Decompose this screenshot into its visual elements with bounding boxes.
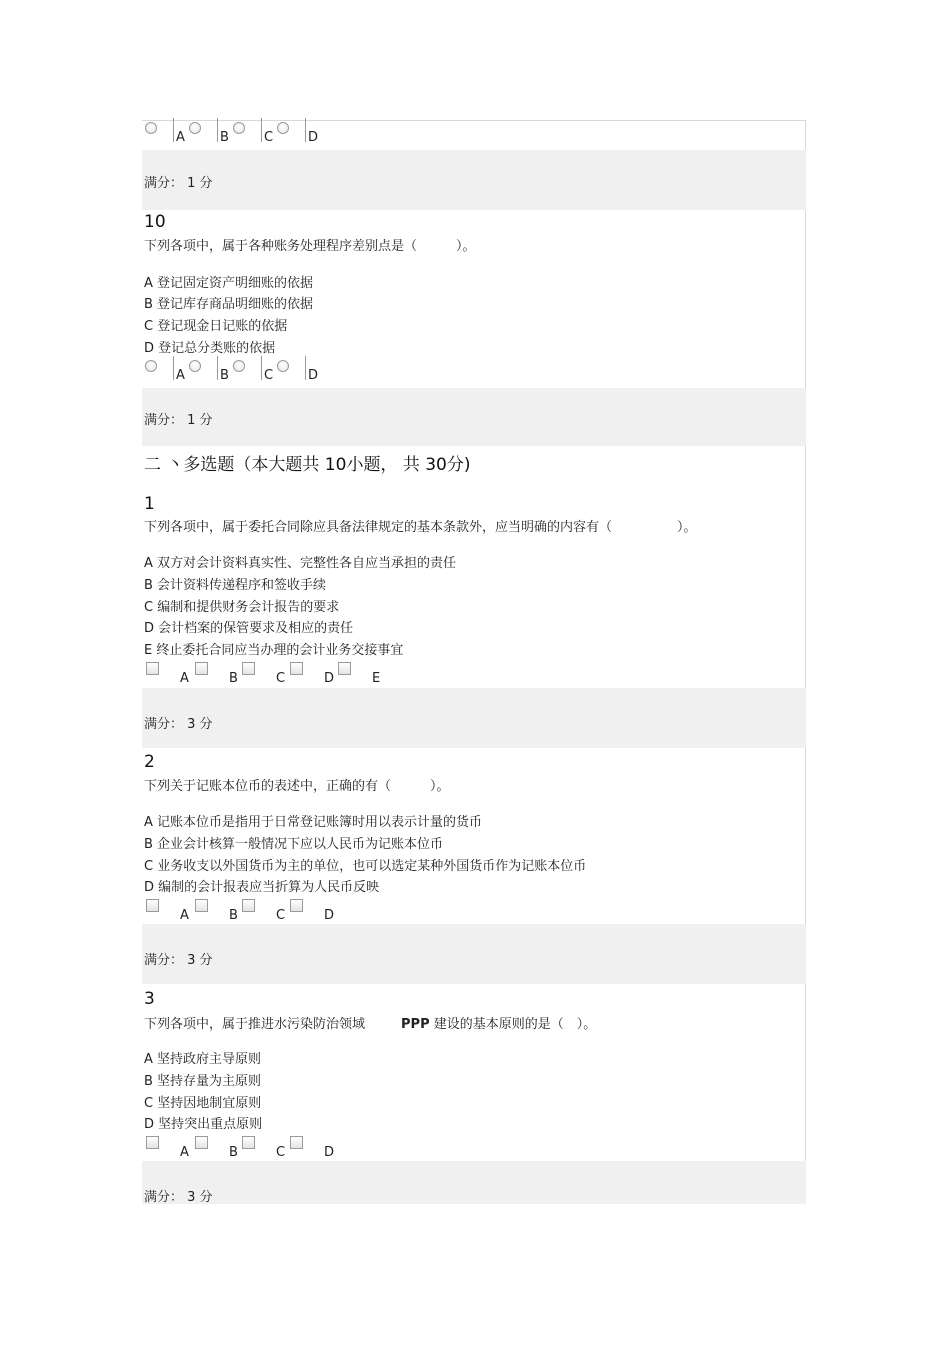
m1-option-d: D 会计档案的保管要求及相应的责任 [144, 621, 354, 636]
q10-option-a: A 登记固定资产明细账的依据 [144, 276, 314, 291]
m3-checkbox-blank[interactable] [146, 1136, 159, 1149]
m3-option-d: D 坚持突出重点原则 [144, 1117, 263, 1132]
q10-letter-a: A [176, 368, 185, 383]
m1-letter-a: A [180, 671, 189, 686]
m3-text-ppp: PPP [401, 1017, 430, 1032]
m2-option-b: B 企业会计核算一般情况下应以人民币为记账本位币 [144, 837, 444, 852]
m2-checkbox-c[interactable] [290, 899, 303, 912]
m2-checkbox-b[interactable] [242, 899, 255, 912]
m2-option-d: D 编制的会计报表应当折算为人民币反映 [144, 880, 380, 895]
m1-checkbox-d[interactable] [338, 662, 351, 675]
m1-text: 下列各项中，属于委托合同除应具备法律规定的基本条款外，应当明确的内容有（ ）。 [144, 520, 697, 535]
m1-score-band [142, 688, 806, 748]
q9-letter-c: C [264, 130, 274, 145]
m1-option-c: C 编制和提供财务会计报告的要求 [144, 600, 340, 615]
m2-number: 2 [144, 752, 155, 772]
m3-letter-b: B [229, 1145, 238, 1160]
divider [217, 356, 218, 380]
m1-checkbox-a[interactable] [195, 662, 208, 675]
m3-letter-d: D [324, 1145, 335, 1160]
q10-text: 下列各项中，属于各种账务处理程序差别点是（ ）。 [144, 239, 476, 254]
divider [305, 356, 306, 380]
m1-number: 1 [144, 494, 155, 514]
q9-radio-blank[interactable] [145, 122, 157, 134]
m2-score: 满分： 3 分 [144, 953, 213, 968]
divider [173, 356, 174, 380]
m1-option-a: A 双方对会计资料真实性、完整性各自应当承担的责任 [144, 556, 457, 571]
m3-score-band [142, 1161, 806, 1204]
m1-checkbox-blank[interactable] [146, 662, 159, 675]
m1-option-b: B 会计资料传递程序和签收手续 [144, 578, 327, 593]
divider [305, 118, 306, 142]
divider [261, 356, 262, 380]
q9-letter-a: A [176, 130, 185, 145]
q10-option-d: D 登记总分类账的依据 [144, 341, 276, 356]
m2-letter-a: A [180, 908, 189, 923]
m2-letter-d: D [324, 908, 335, 923]
m2-checkbox-blank[interactable] [146, 899, 159, 912]
q10-option-b: B 登记库存商品明细账的依据 [144, 297, 314, 312]
m1-letter-c: C [276, 671, 286, 686]
q10-radio-blank[interactable] [145, 360, 157, 372]
m1-checkbox-b[interactable] [242, 662, 255, 675]
m1-option-e: E 终止委托合同应当办理的会计业务交接事宜 [144, 643, 404, 658]
m3-checkbox-a[interactable] [195, 1136, 208, 1149]
section-title-multiple-choice: 二 丶多选题（本大题共 10小题， 共 30分) [144, 455, 471, 475]
m3-option-c: C 坚持因地制宜原则 [144, 1096, 262, 1111]
divider [261, 118, 262, 142]
q9-radio-a[interactable] [189, 122, 201, 134]
q9-score-band [142, 150, 806, 210]
q10-number: 10 [144, 212, 166, 232]
m3-letter-a: A [180, 1145, 189, 1160]
m3-score: 满分： 3 分 [144, 1190, 213, 1205]
q10-radio-b[interactable] [233, 360, 245, 372]
q9-radio-b[interactable] [233, 122, 245, 134]
q9-letter-d: D [308, 130, 319, 145]
m3-option-a: A 坚持政府主导原则 [144, 1052, 262, 1067]
m2-text: 下列关于记账本位币的表述中，正确的有（ ）。 [144, 779, 450, 794]
m1-score: 满分： 3 分 [144, 717, 213, 732]
m2-letter-b: B [229, 908, 238, 923]
m2-option-c: C 业务收支以外国货币为主的单位，也可以选定某种外国货币作为记账本位币 [144, 859, 587, 874]
m1-letter-b: B [229, 671, 238, 686]
q9-score: 满分： 1 分 [144, 176, 213, 191]
q10-option-c: C 登记现金日记账的依据 [144, 319, 288, 334]
m3-number: 3 [144, 989, 155, 1009]
q10-score-band [142, 388, 806, 446]
q10-letter-b: B [220, 368, 229, 383]
m1-letter-e: E [372, 671, 381, 686]
m2-letter-c: C [276, 908, 286, 923]
m3-text: 下列各项中，属于推进水污染防治领域 PPP 建设的基本原则的是（ ）。 [144, 1017, 597, 1032]
m3-letter-c: C [276, 1145, 286, 1160]
q10-letter-d: D [308, 368, 319, 383]
q9-letter-b: B [220, 130, 229, 145]
m3-checkbox-b[interactable] [242, 1136, 255, 1149]
q10-radio-a[interactable] [189, 360, 201, 372]
q10-score: 满分： 1 分 [144, 413, 213, 428]
divider [173, 118, 174, 142]
m2-score-band [142, 924, 806, 984]
q10-letter-c: C [264, 368, 274, 383]
m1-letter-d: D [324, 671, 335, 686]
q9-radio-c[interactable] [277, 122, 289, 134]
m2-checkbox-a[interactable] [195, 899, 208, 912]
divider [217, 118, 218, 142]
m1-checkbox-c[interactable] [290, 662, 303, 675]
m2-option-a: A 记账本位币是指用于日常登记账簿时用以表示计量的货币 [144, 815, 483, 830]
m3-checkbox-c[interactable] [290, 1136, 303, 1149]
m3-option-b: B 坚持存量为主原则 [144, 1074, 262, 1089]
q10-radio-c[interactable] [277, 360, 289, 372]
